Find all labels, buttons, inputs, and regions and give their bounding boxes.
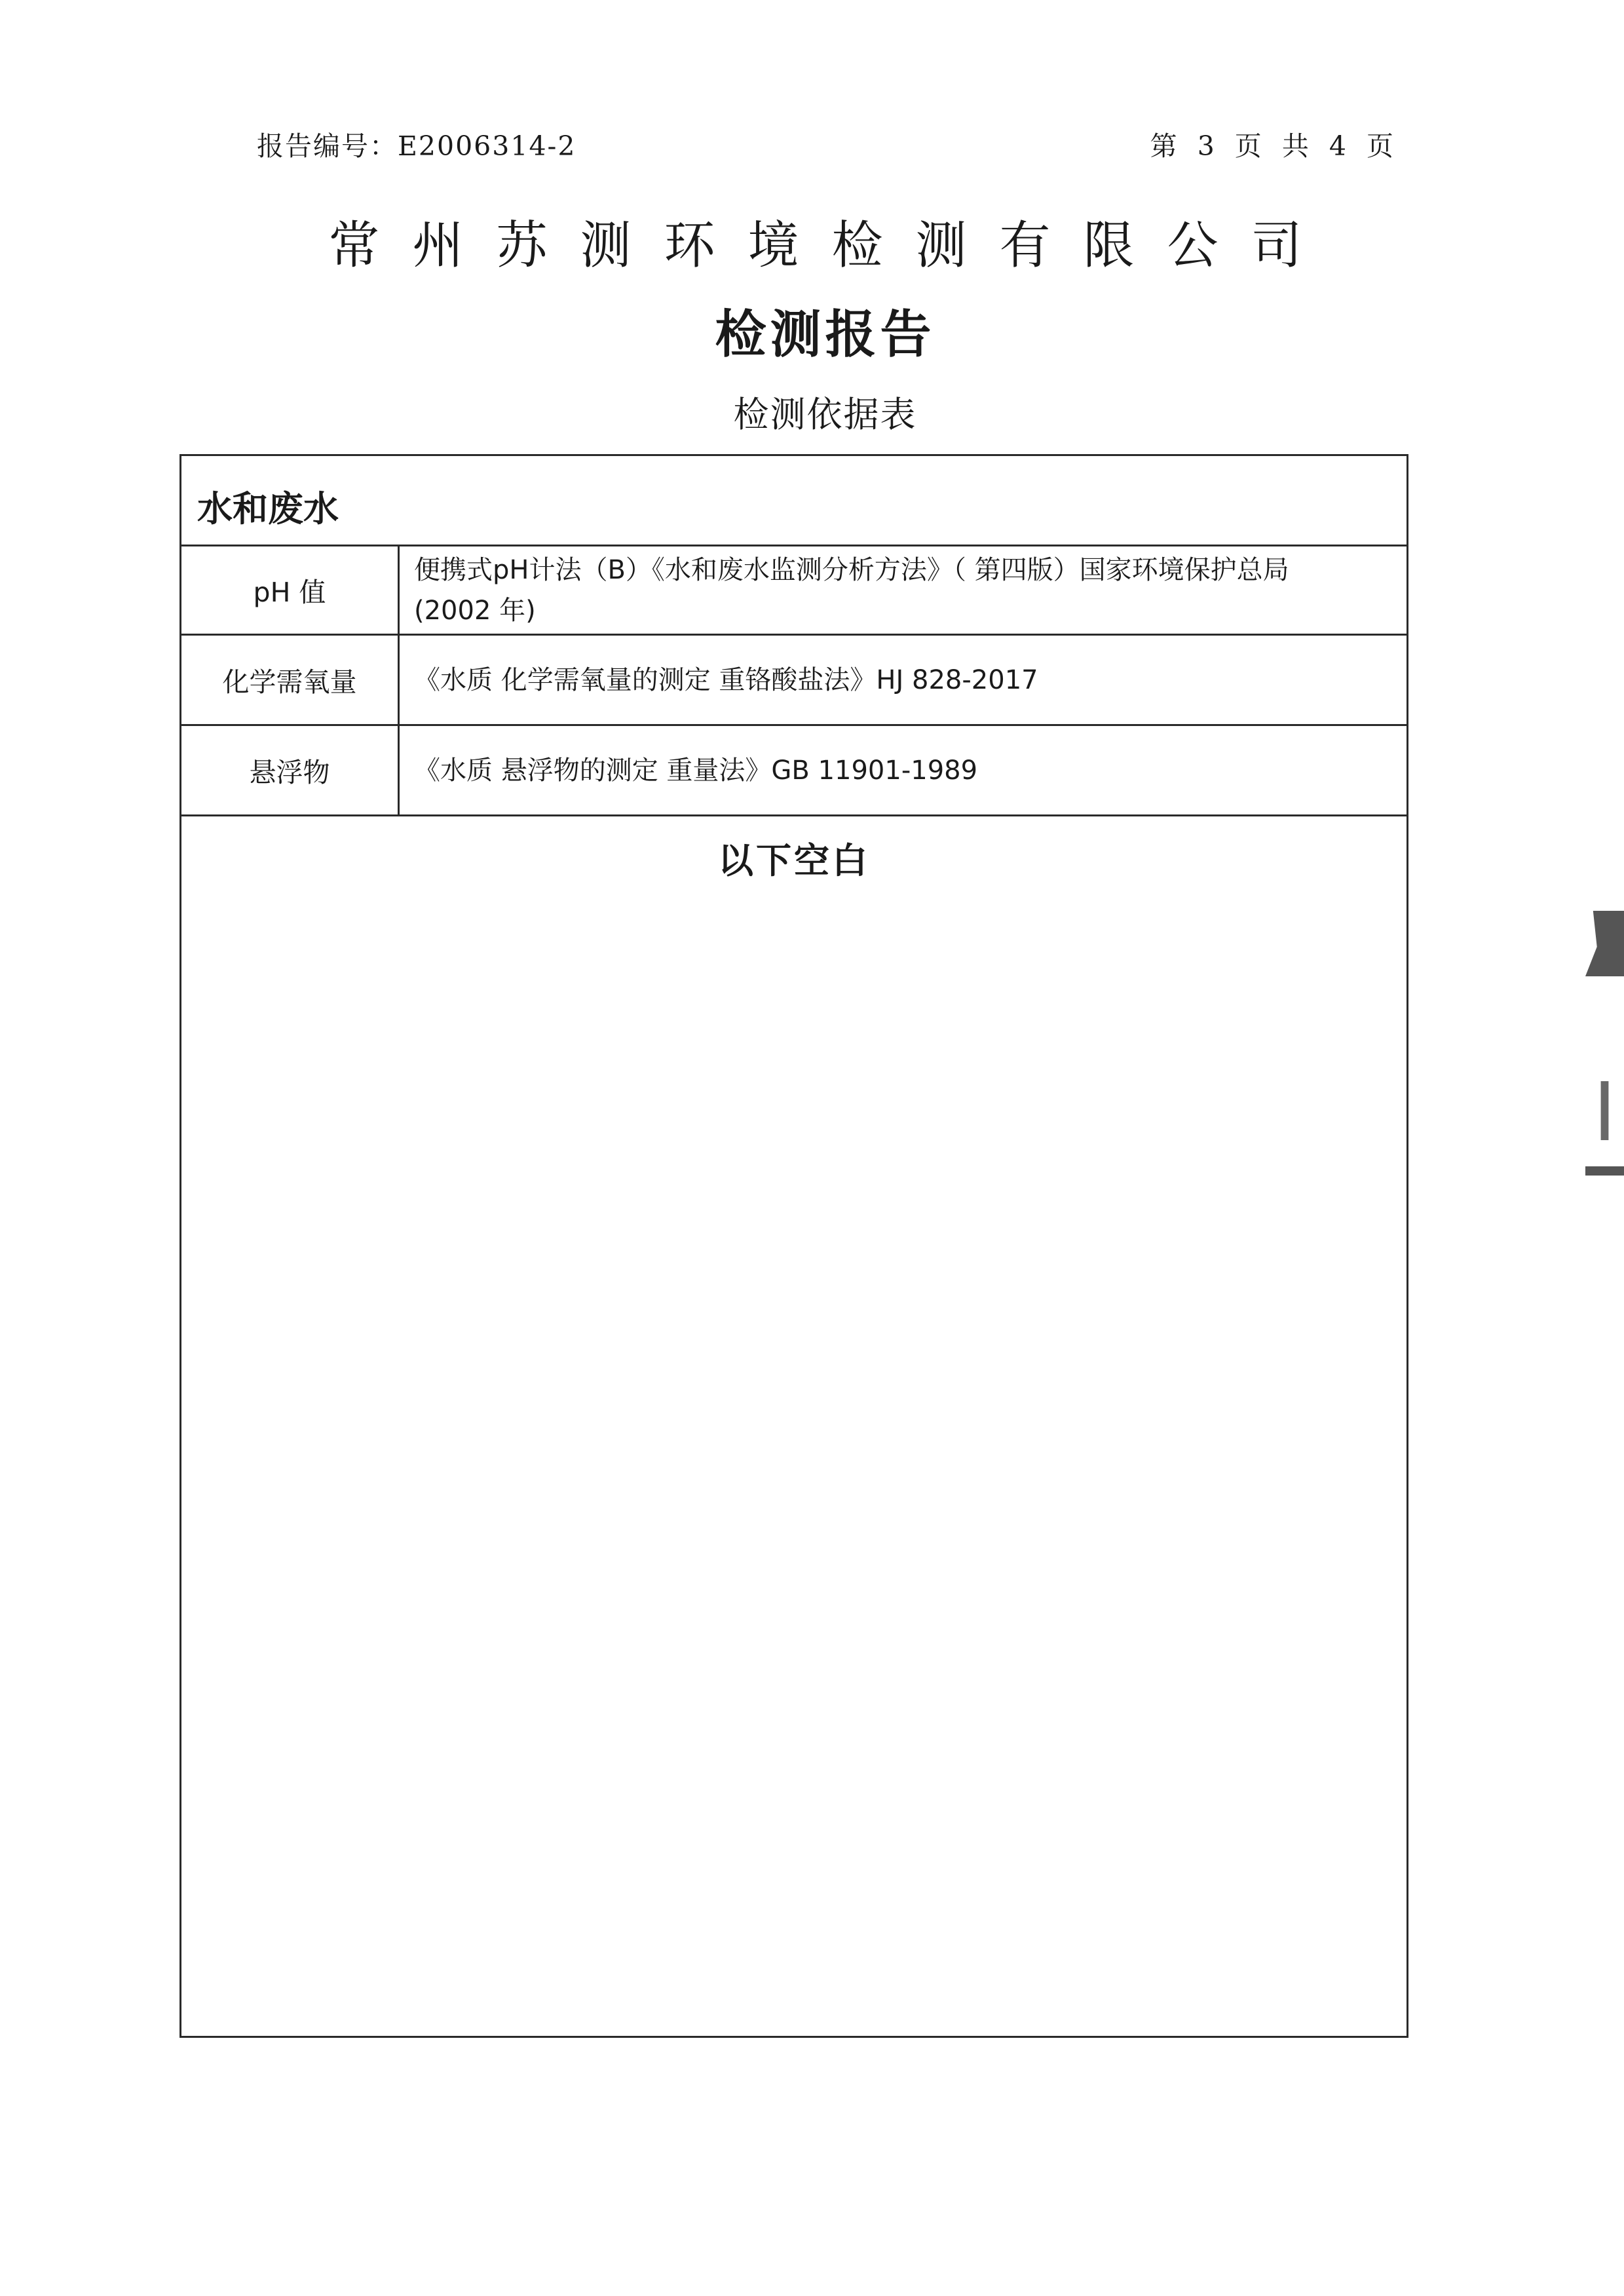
table-title: 检测依据表 (733, 394, 917, 435)
page-info: 第 3 页 共 4 页 (1150, 130, 1395, 162)
table-row (181, 726, 1407, 816)
method-line: 便携式pH计法（B）《水和废水监测分析方法》（ 第四版）国家环境保护总局 (414, 554, 1289, 585)
method-line: 《水质 悬浮物的测定 重量法》GB 11901-1989 (414, 755, 978, 786)
item-method (414, 726, 1392, 814)
column-divider (398, 726, 400, 814)
item-name: 化学需氧量 (222, 666, 357, 698)
column-divider (398, 636, 400, 724)
partial-seal-mark (1585, 911, 1624, 976)
report-title: 检测报告 (715, 305, 935, 364)
item-name: pH 值 (253, 577, 326, 608)
blank-below-note: 以下空白 (718, 840, 870, 881)
category-row (181, 456, 1407, 546)
report-number: 报告编号：E2006314-2 (257, 130, 576, 162)
item-name: 悬浮物 (249, 757, 330, 788)
method-line: (2002 年) (414, 595, 536, 626)
method-basis-table (179, 454, 1408, 2038)
column-divider (398, 546, 400, 634)
method-line: 《水质 化学需氧量的测定 重铬酸盐法》HJ 828-2017 (414, 664, 1038, 695)
partial-seal-mark (1585, 1081, 1624, 1140)
table-row (181, 546, 1407, 636)
table-row (181, 636, 1407, 726)
company-name: 常州苏测环境检测有限公司 (328, 216, 1335, 275)
partial-seal-mark (1585, 1166, 1624, 1176)
item-method (414, 636, 1392, 724)
category-label: 水和废水 (197, 488, 339, 529)
item-method (414, 546, 1392, 634)
